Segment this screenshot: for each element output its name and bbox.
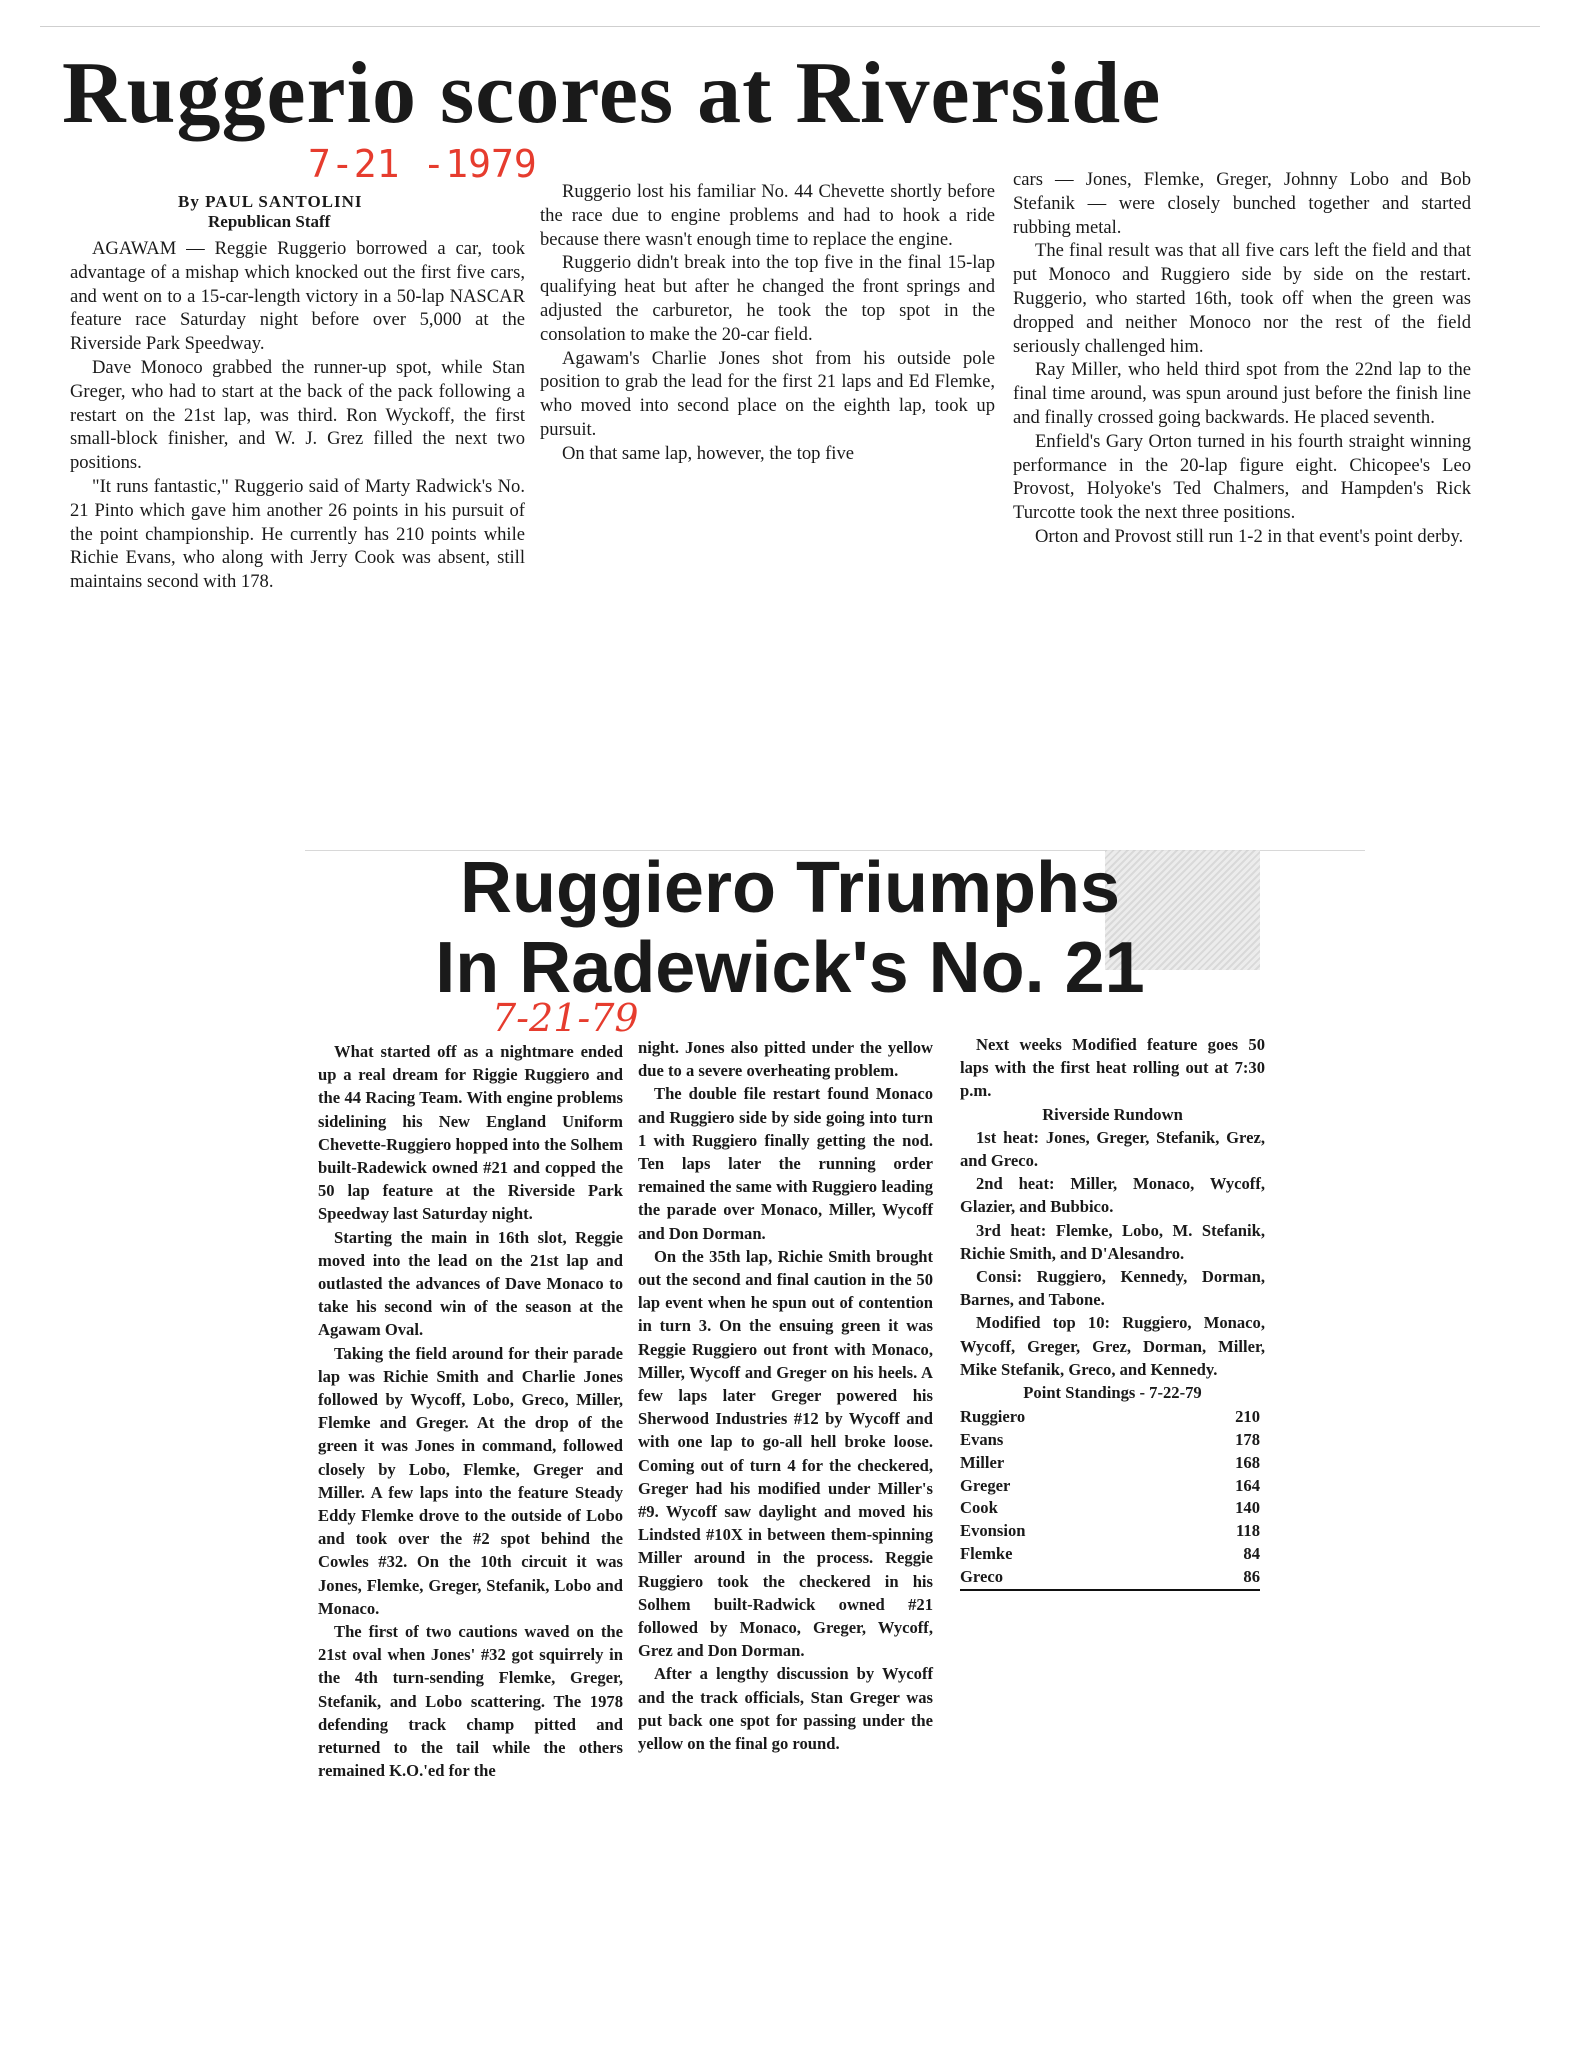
driver-points: 168 bbox=[1235, 1452, 1260, 1472]
article1-handwritten-date: 7-21 -1979 bbox=[308, 142, 537, 186]
article1-column-1 bbox=[70, 237, 525, 594]
rundown-item: Modified top 10: Ruggiero, Monaco, Wycoff, Greger, Grez, Dorman, Miller, Mike Stefanik, Greco, and Kennedy. bbox=[960, 1313, 1265, 1379]
article2-column-1 bbox=[318, 1040, 623, 1783]
scan-top-rule bbox=[40, 26, 1540, 27]
table-row bbox=[960, 1566, 1260, 1590]
table-row bbox=[960, 1520, 1260, 1543]
paragraph: On that same lap, however, the top five bbox=[562, 442, 855, 464]
article2-headline bbox=[400, 848, 1180, 1008]
paragraph: Next weeks Modified feature goes 50 laps with the first heat rolling out at 7:30 p.m. bbox=[960, 1035, 1265, 1101]
driver-points: 178 bbox=[1235, 1430, 1260, 1450]
rundown-item: 1st heat: Jones, Greger, Stefanik, Grez, and Greco. bbox=[960, 1127, 1265, 1171]
table-row bbox=[960, 1543, 1260, 1566]
article1-byline: By PAUL SANTOLINI bbox=[178, 192, 363, 211]
driver-name: Evonsion bbox=[960, 1521, 1026, 1541]
article1-staff-line: Republican Staff bbox=[208, 212, 331, 231]
paragraph: Ray Miller, who held third spot from the 22nd lap to the final time around, was spun around just before the finish line and finally crossed going backwards. He placed seventh. bbox=[1013, 359, 1471, 428]
paragraph: The double file restart found Monaco and Ruggiero side by side going into turn 1 with Ruggiero finally getting the nod. Ten laps later the running order remained the same with Ruggiero leading the parade over Monaco, Miller, Wycoff and Don Dorman. bbox=[638, 1084, 933, 1243]
article2-column-2 bbox=[638, 1036, 933, 1755]
standings-title: Point Standings - 7-22-79 bbox=[1023, 1383, 1202, 1403]
rundown-title: Riverside Rundown bbox=[1042, 1104, 1183, 1124]
article1-column-3 bbox=[1013, 168, 1471, 549]
driver-points: 118 bbox=[1236, 1521, 1260, 1541]
paragraph: Orton and Provost still run 1-2 in that event's point derby. bbox=[1035, 525, 1464, 547]
paragraph: Ruggerio didn't break into the top five in the final 15-lap qualifying heat but after he changed the front springs and adjusted the carburetor, he took the top spot in the consolation to make the 20-car field. bbox=[540, 252, 995, 345]
driver-points: 210 bbox=[1235, 1407, 1260, 1427]
paragraph: What started off as a nightmare ended up a real dream for Riggie Ruggiero and the 44 Racing Team. With engine problems sidelining his New England Uniform Chevette-Ruggiero hopped into the Solhem built-Radewick owned #21 and copped the 50 lap feature at the Riverside Park Speedway last Saturday night. bbox=[318, 1042, 623, 1224]
table-row bbox=[960, 1497, 1260, 1520]
table-row bbox=[960, 1452, 1260, 1475]
driver-name: Ruggiero bbox=[960, 1407, 1026, 1427]
driver-points: 84 bbox=[1243, 1544, 1260, 1564]
paragraph: The first of two cautions waved on the 21st oval when Jones' #32 got squirrely in the 4th turn-sending Flemke, Greger, Stefanik, and Lobo scattering. The 1978 defending track champ pitted and returned to the tail while the others remained K.O.'ed for the bbox=[318, 1622, 623, 1781]
article1-headline: Ruggerio scores at Riverside bbox=[62, 45, 1162, 142]
driver-name: Evans bbox=[960, 1430, 1004, 1450]
paragraph: Starting the main in 16th slot, Reggie moved into the lead on the 21st lap and outlasted the advances of Dave Monaco to take his second win of the season at the Agawam Oval. bbox=[318, 1227, 623, 1340]
rundown-item: Consi: Ruggiero, Kennedy, Dorman, Barnes, and Tabone. bbox=[960, 1267, 1265, 1310]
paragraph: AGAWAM — Reggie Ruggerio borrowed a car, took advantage of a mishap which knocked out the first five cars, and went on to a 15-car-length victory in a 50-lap NASCAR feature race Saturday night before over 5,000 at the Riverside Park Speedway. bbox=[70, 238, 525, 355]
table-row bbox=[960, 1475, 1260, 1498]
paragraph: The final result was that all five cars left the field and that put Monoco and Ruggiero side by side on the restart. Ruggerio, who started 16th, took off when the green was dropped and neither Monoco nor the rest of the field seriously challenged him. bbox=[1013, 240, 1471, 357]
table-row bbox=[960, 1429, 1260, 1452]
driver-name: Flemke bbox=[960, 1544, 1013, 1564]
driver-points: 140 bbox=[1235, 1498, 1260, 1518]
article2-column-3 bbox=[960, 1033, 1265, 1591]
driver-points: 164 bbox=[1235, 1475, 1260, 1495]
rundown-item: 2nd heat: Miller, Monaco, Wycoff, Glazier, and Bubbico. bbox=[960, 1174, 1265, 1217]
paragraph: cars — Jones, Flemke, Greger, Johnny Lobo and Bob Stefanik — were closely bunched together and started rubbing metal. bbox=[1013, 169, 1471, 238]
article2-handwritten-date: 7-21-79 bbox=[492, 996, 639, 1040]
paragraph: On the 35th lap, Richie Smith brought out the second and final caution in the 50 lap event when he spun out of contention in turn 3. On the ensuing green it was Reggie Ruggiero out front with Monaco, Miller, Wycoff and Greger on his heels. A few laps later Greger powered his Sherwood Industries #12 by Wycoff and with one lap to go-all hell broke loose. Coming out of turn 4 for the checkered, Greger had his modified under Miller's #9. Wycoff saw daylight and moved his Lindsted #10X in between them-spinning Miller around in the process. Reggie Ruggiero took the checkered in his Solhem built-Radwick owned #21 followed by Monaco, Greger, Wycoff, Grez and Don Dorman. bbox=[638, 1246, 933, 1661]
article1-column-2 bbox=[540, 180, 995, 466]
paragraph: night. Jones also pitted under the yellow due to a severe overheating problem. bbox=[638, 1038, 933, 1081]
table-row bbox=[960, 1406, 1260, 1429]
driver-name: Cook bbox=[960, 1498, 998, 1518]
driver-name: Greger bbox=[960, 1475, 1011, 1495]
paragraph: Dave Monoco grabbed the runner-up spot, while Stan Greger, who had to start at the back of the pack following a restart on the 21st lap, was third. Ron Wyckoff, the first small-block finisher, and W. J. Grez filled the next two positions. bbox=[70, 356, 525, 474]
paragraph: "It runs fantastic," Ruggerio said of Marty Radwick's No. 21 Pinto which gave him another 26 points in his pursuit of the point championship. He currently has 210 points while Richie Evans, who along with Jerry Cook was absent, still maintains second with 178. bbox=[70, 475, 525, 593]
driver-name: Greco bbox=[960, 1566, 1003, 1586]
paragraph: Ruggerio lost his familiar No. 44 Chevette shortly before the race due to engine problems and had to hook a ride because there wasn't enough time to replace the engine. bbox=[540, 181, 995, 250]
article2-headline-line-2: In Radewick's No. 21 bbox=[435, 928, 1145, 1008]
rundown-item: 3rd heat: Flemke, Lobo, M. Stefanik, Richie Smith, and D'Alesandro. bbox=[960, 1220, 1265, 1263]
paragraph: Agawam's Charlie Jones shot from his outside pole position to grab the lead for the first 21 laps and Ed Flemke, who moved into second place on the eighth lap, took up pursuit. bbox=[540, 347, 995, 440]
driver-name: Miller bbox=[960, 1452, 1005, 1472]
driver-points: 86 bbox=[1243, 1566, 1260, 1586]
paragraph: After a lengthy discussion by Wycoff and the track officials, Stan Greger was put back one spot for passing under the yellow on the final go round. bbox=[638, 1664, 933, 1754]
article2-headline-line-1: Ruggiero Triumphs bbox=[459, 848, 1121, 928]
paragraph: Taking the field around for their parade lap was Richie Smith and Charlie Jones followed by Wycoff, Lobo, Greco, Miller, Flemke and Greger. At the drop of the green it was Jones in command, followed closely by Lobo, Flemke, Greger and Miller. A few laps into the feature Steady Eddy Flemke drove to the outside of Lobo and took over the #2 spot behind the Cowles #32. On the 10th circuit it was Jones, Flemke, Greger, Stefanik, Lobo and Monaco. bbox=[318, 1343, 623, 1618]
paragraph: Enfield's Gary Orton turned in his fourth straight winning performance in the 20-lap figure eight. Chicopee's Leo Provost, Holyoke's Ted Chalmers, and Hampden's Rick Turcotte took the next three positions. bbox=[1013, 430, 1471, 524]
point-standings-table bbox=[960, 1406, 1260, 1590]
